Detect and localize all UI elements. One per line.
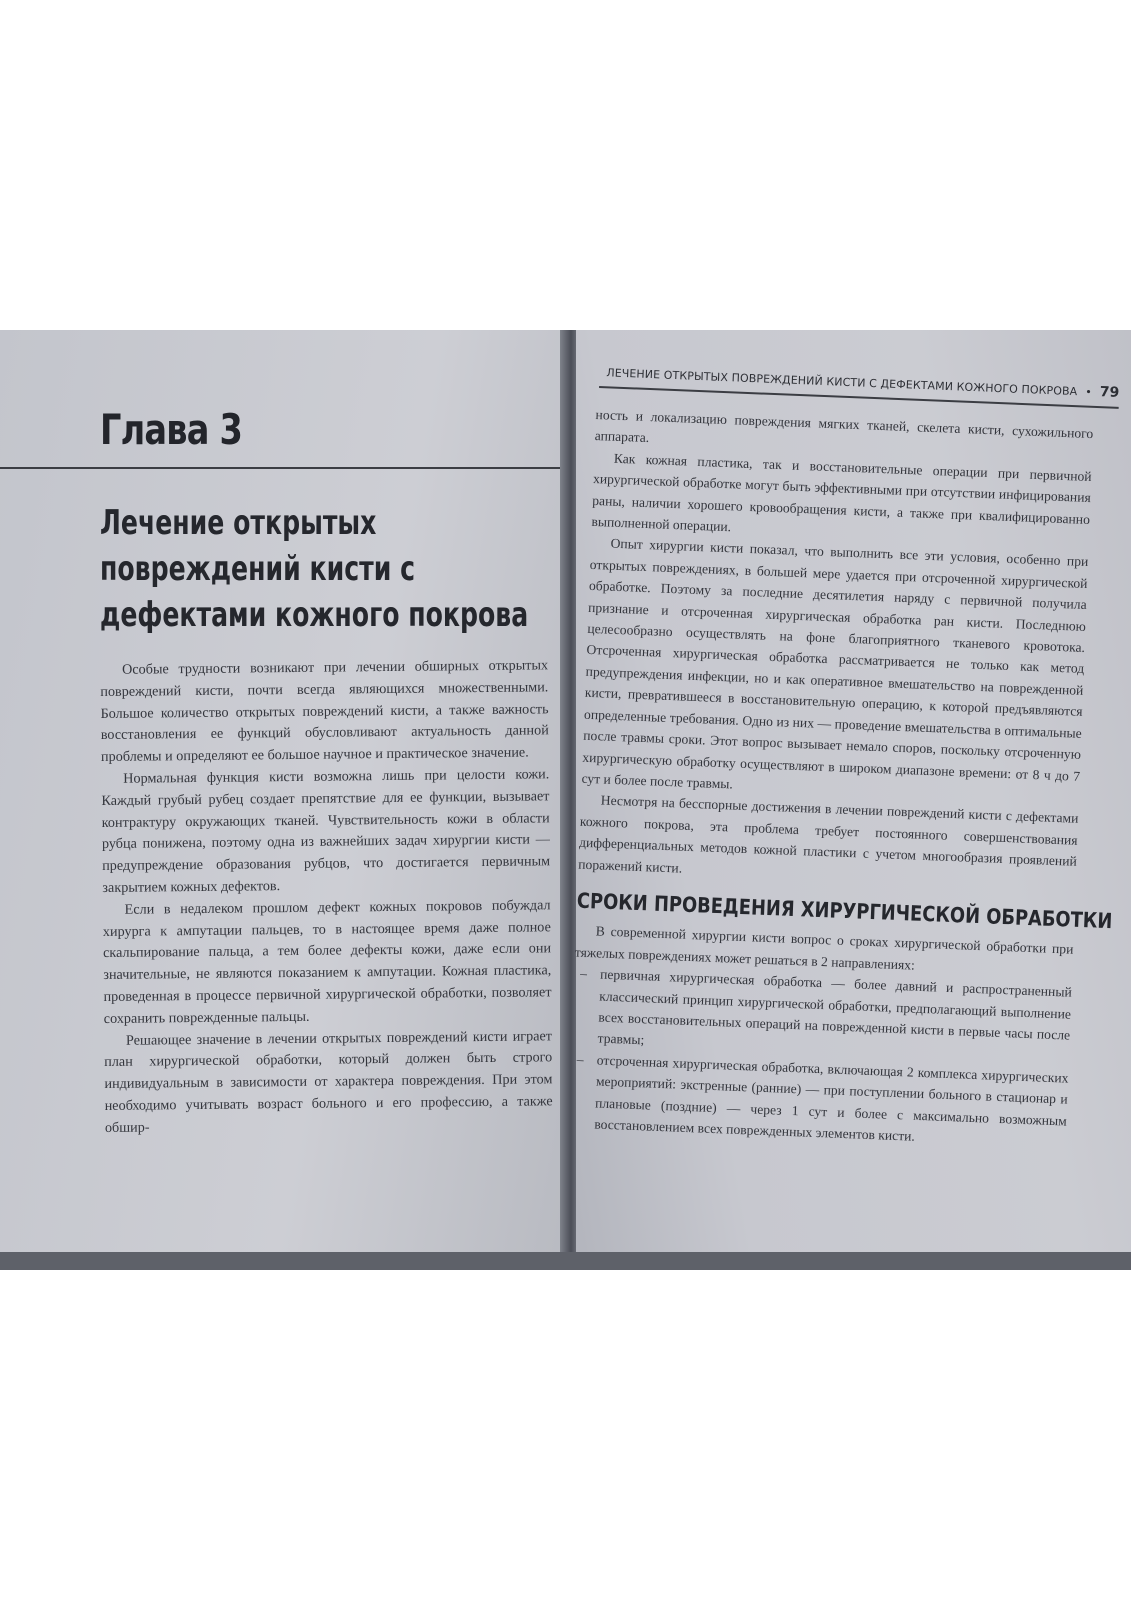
running-header-title: ЛЕЧЕНИЕ ОТКРЫТЫХ ПОВРЕЖДЕНИЙ КИСТИ С ДЕФЕКТАМИ КОЖНОГО ПОКРОВА bbox=[606, 366, 1078, 399]
chapter-title: Лечение открытых повреждений кисти с дефектами кожного покрова bbox=[100, 503, 529, 635]
left-page bbox=[0, 330, 568, 1270]
chapter-rule bbox=[0, 467, 560, 469]
paragraph: Решающее значение в лечении открытых повреждений кисти играет план хирургической обработки, который должен быть строго индивидуальным в зависимости от характера повреждения. При этом необходимо учитывать возраст больного и его профессию, а также обшир- bbox=[104, 1027, 553, 1136]
right-body-text bbox=[568, 404, 1113, 1153]
photo-bottom-edge bbox=[0, 1252, 1131, 1270]
section-intro: В современной хирургии кисти вопрос о сроках хирургической обработки при тяжелых повреждениях может решаться в 2 направлениях: bbox=[574, 923, 1074, 973]
list-item: – отсроченная хирургическая обработка, включающая 2 комплекса хирургических мероприятий: экстренные (ранние) — при поступлении больного в стационар и плановые (поздние) — через 1 сут и более с максимально возможным восстановлением всех поврежденных элементов кисти. bbox=[568, 1048, 1069, 1153]
paragraph: Если в недалеком прошлом дефект кожных покровов побуждал хирурга к ампутации пальцев, то в настоящее время даже полное скальпирование пальца, а тем более дефекты кожи, даже если они значительные, не являются показанием к ампутации. Кожная пластика, проведенная в процессе первичной хирургической обработки, позволяет сохранить поврежденные пальцы. bbox=[102, 897, 552, 1027]
page-number: 79 bbox=[1099, 384, 1120, 401]
header-separator: • bbox=[1085, 385, 1093, 399]
paragraph: Несмотря на бесспорные достижения в лечении повреждений кисти с дефектами кожного покрова, эта проблема требует постоянного совершенствования дифференциальных методов кожной пластики с учетом многообразия проявлений поражений кисти. bbox=[578, 792, 1079, 876]
book-photo bbox=[0, 330, 1131, 1270]
paragraph: Особые трудности возникают при лечении обширных открытых повреждений кисти, почти всегда являющихся множественными. Большое количество открытых повреждений кисти, а также важность восстановления ее функций обусловливают актуальность данной проблемы и определяют ее большое научное и практическое значение. bbox=[100, 657, 549, 766]
paragraph: Как кожная пластика, так и восстановительные операции при первичной хирургической обработке могут быть эффективными при отсутствии инфицирования раны, наличии хорошего кровообращения кисти, а также при квалифицированно выполненной операции. bbox=[591, 450, 1092, 535]
paragraph: Нормальная функция кисти возможна лишь при целости кожи. Каждый грубый рубец создает препятствие для ее функции, вызывает контрактуру окружающих тканей. Чувствительность кожи в области рубца понижена, поэтому одна из важнейших задач хирургии кисти — предупреждение образования рубцов, что достигается первичным закрытием кожных дефектов. bbox=[101, 766, 551, 896]
list-item: – первичная хирургическая обработка — более давний и распространенный классический принцип хирургической обработки, предполагающий выполнение всех восстановительных операций на поврежденной кисти в первые часы после травмы; bbox=[571, 963, 1072, 1068]
paragraph-continuation: ность и локализацию повреждения мягких тканей, скелета кисти, сухожильного аппарата. bbox=[594, 406, 1094, 446]
chapter-label: Глава 3 bbox=[100, 405, 243, 454]
paragraph: Опыт хирургии кисти показал, что выполнить все эти условия, особенно при открытых повреждениях, в большей мере удается при отсроченной хирургической обработке. Поэтому за последние десятилетия наряду с первичной получила признание и отсроченная хирургическая обработка ран кисти. Последнюю целесообразно осуществлять на фоне благоприятного тканевого кровотока. Отсроченная хирургическая обработка рассматривается не только как метод предупреждения инфекции, но и как оперативное вмешательство на поврежденной кисти, превратившееся в восстановительную операцию, к которой предъявляются определенные требования. Одно из них — проведение вмешательства в оптимальные после травмы сроки. Этот вопрос вызывает немало споров, поскольку отсроченную хирургическую обработку осуществляют в широком диапазоне времени: от 8 ч до 7 сут и более после травмы. bbox=[581, 536, 1089, 792]
left-body-text bbox=[100, 655, 553, 1139]
section-heading: СРОКИ ПРОВЕДЕНИЯ ХИРУРГИЧЕСКОЙ ОБРАБОТКИ bbox=[576, 888, 1113, 934]
bullet-list bbox=[568, 963, 1072, 1153]
